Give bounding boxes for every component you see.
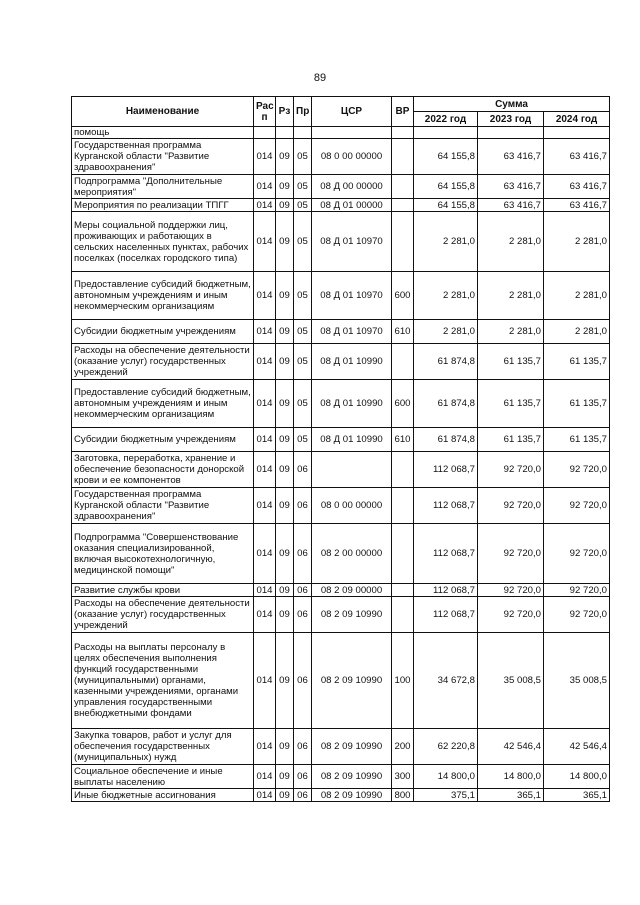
cell-csr: 08 0 00 00000 <box>312 488 392 524</box>
cell-name: Подпрограмма "Дополнительные мероприятия" <box>72 175 254 199</box>
cell-2023: 35 008,5 <box>478 633 544 729</box>
header-rz: Рз <box>276 97 294 127</box>
cell-vr: 600 <box>392 272 414 320</box>
cell-2024: 63 416,7 <box>544 199 610 212</box>
cell-2023: 2 281,0 <box>478 212 544 272</box>
header-name: Наименование <box>72 97 254 127</box>
cell-2023: 63 416,7 <box>478 175 544 199</box>
cell-name: помощь <box>72 127 254 139</box>
cell-name: Предоставление субсидий бюджетным, автономным учреждениям и иным некоммерческим организациям <box>72 272 254 320</box>
cell-2024: 42 546,4 <box>544 729 610 765</box>
cell-csr: 08 Д 01 10990 <box>312 380 392 428</box>
cell-2024: 92 720,0 <box>544 584 610 597</box>
cell-pr: 05 <box>294 344 312 380</box>
cell-2023: 2 281,0 <box>478 272 544 320</box>
cell-vr <box>392 524 414 584</box>
cell-rz: 09 <box>276 380 294 428</box>
cell-pr: 06 <box>294 584 312 597</box>
table-row <box>72 272 610 320</box>
cell-csr: 08 Д 01 10990 <box>312 344 392 380</box>
cell-vr: 200 <box>392 729 414 765</box>
cell-name: Субсидии бюджетным учреждениям <box>72 320 254 344</box>
cell-2022: 14 800,0 <box>414 765 478 789</box>
cell-pr: 05 <box>294 212 312 272</box>
cell-pr: 06 <box>294 729 312 765</box>
cell-2023: 42 546,4 <box>478 729 544 765</box>
cell-vr <box>392 212 414 272</box>
header-rasp: Рас п <box>254 97 276 127</box>
cell-csr: 08 2 09 10990 <box>312 765 392 789</box>
cell-name: Меры социальной поддержки лиц, проживающих и работающих в сельских населенных пунктах, рабочих поселках (поселках городского типа) <box>72 212 254 272</box>
cell-2022: 112 068,7 <box>414 524 478 584</box>
cell-2023: 92 720,0 <box>478 584 544 597</box>
cell-2023: 63 416,7 <box>478 199 544 212</box>
cell-2022 <box>414 127 478 139</box>
cell-vr <box>392 175 414 199</box>
cell-name: Государственная программа Курганской области "Развитие здравоохранения" <box>72 139 254 175</box>
cell-rz: 09 <box>276 633 294 729</box>
cell-pr: 05 <box>294 380 312 428</box>
cell-rasp: 014 <box>254 597 276 633</box>
cell-rasp: 014 <box>254 344 276 380</box>
table-row <box>72 584 610 597</box>
table-row <box>72 729 610 765</box>
cell-pr: 06 <box>294 765 312 789</box>
header-vr: ВР <box>392 97 414 127</box>
budget-table <box>71 96 610 802</box>
cell-csr: 08 Д 00 00000 <box>312 175 392 199</box>
cell-2023: 365,1 <box>478 789 544 802</box>
cell-pr: 05 <box>294 199 312 212</box>
cell-rasp: 014 <box>254 380 276 428</box>
cell-2022: 61 874,8 <box>414 428 478 452</box>
cell-vr: 800 <box>392 789 414 802</box>
table-row <box>72 320 610 344</box>
cell-rasp <box>254 127 276 139</box>
cell-vr <box>392 139 414 175</box>
cell-2024: 63 416,7 <box>544 175 610 199</box>
cell-rasp: 014 <box>254 428 276 452</box>
cell-csr: 08 2 09 10990 <box>312 633 392 729</box>
cell-2022: 64 155,8 <box>414 175 478 199</box>
cell-vr: 300 <box>392 765 414 789</box>
cell-rasp: 014 <box>254 488 276 524</box>
cell-csr: 08 2 00 00000 <box>312 524 392 584</box>
cell-rz: 09 <box>276 272 294 320</box>
cell-2022: 64 155,8 <box>414 199 478 212</box>
cell-rz: 09 <box>276 789 294 802</box>
cell-rz: 09 <box>276 765 294 789</box>
cell-2022: 61 874,8 <box>414 344 478 380</box>
cell-pr: 05 <box>294 428 312 452</box>
cell-2022: 112 068,7 <box>414 488 478 524</box>
cell-vr <box>392 344 414 380</box>
cell-vr: 610 <box>392 428 414 452</box>
cell-2024: 14 800,0 <box>544 765 610 789</box>
cell-pr: 06 <box>294 789 312 802</box>
cell-csr: 08 Д 01 10970 <box>312 212 392 272</box>
cell-name: Субсидии бюджетным учреждениям <box>72 428 254 452</box>
cell-pr: 05 <box>294 272 312 320</box>
cell-rz: 09 <box>276 452 294 488</box>
cell-pr: 06 <box>294 597 312 633</box>
header-sum: Сумма <box>414 97 610 112</box>
cell-2024: 2 281,0 <box>544 272 610 320</box>
table-row <box>72 488 610 524</box>
cell-vr: 610 <box>392 320 414 344</box>
cell-pr: 06 <box>294 524 312 584</box>
cell-rz: 09 <box>276 428 294 452</box>
header-2023: 2023 год <box>478 112 544 127</box>
cell-csr: 08 0 00 00000 <box>312 139 392 175</box>
cell-csr: 08 Д 01 00000 <box>312 199 392 212</box>
cell-2024: 35 008,5 <box>544 633 610 729</box>
cell-rasp: 014 <box>254 633 276 729</box>
cell-rasp: 014 <box>254 175 276 199</box>
cell-csr <box>312 127 392 139</box>
cell-rz: 09 <box>276 729 294 765</box>
cell-2023: 14 800,0 <box>478 765 544 789</box>
cell-name: Закупка товаров, работ и услуг для обеспечения государственных (муниципальных) нужд <box>72 729 254 765</box>
cell-2023: 92 720,0 <box>478 597 544 633</box>
cell-rasp: 014 <box>254 272 276 320</box>
cell-2022: 64 155,8 <box>414 139 478 175</box>
cell-2024: 61 135,7 <box>544 380 610 428</box>
cell-name: Мероприятия по реализации ТПГГ <box>72 199 254 212</box>
cell-rz: 09 <box>276 212 294 272</box>
cell-pr: 06 <box>294 633 312 729</box>
table-row <box>72 633 610 729</box>
cell-2023: 92 720,0 <box>478 452 544 488</box>
cell-rz <box>276 127 294 139</box>
cell-rasp: 014 <box>254 199 276 212</box>
cell-vr <box>392 127 414 139</box>
cell-2024: 92 720,0 <box>544 524 610 584</box>
cell-2024: 2 281,0 <box>544 320 610 344</box>
cell-rz: 09 <box>276 584 294 597</box>
cell-2023: 92 720,0 <box>478 524 544 584</box>
table-row <box>72 199 610 212</box>
table-row <box>72 524 610 584</box>
cell-vr <box>392 584 414 597</box>
cell-rasp: 014 <box>254 789 276 802</box>
header-csr: ЦСР <box>312 97 392 127</box>
table-row <box>72 765 610 789</box>
cell-name: Расходы на выплаты персоналу в целях обеспечения выполнения функций государственными (муниципальными) органами, казенными учреждениями, органами управления государственными внебюджетными фондами <box>72 633 254 729</box>
cell-rasp: 014 <box>254 212 276 272</box>
cell-rz: 09 <box>276 524 294 584</box>
cell-2024: 365,1 <box>544 789 610 802</box>
cell-rz: 09 <box>276 199 294 212</box>
cell-csr: 08 2 09 10990 <box>312 597 392 633</box>
table-row <box>72 452 610 488</box>
table-row <box>72 428 610 452</box>
cell-name: Расходы на обеспечение деятельности (оказание услуг) государственных учреждений <box>72 597 254 633</box>
cell-csr: 08 2 09 10990 <box>312 789 392 802</box>
table-row <box>72 789 610 802</box>
cell-vr <box>392 452 414 488</box>
cell-2024: 92 720,0 <box>544 452 610 488</box>
cell-2022: 2 281,0 <box>414 320 478 344</box>
cell-rasp: 014 <box>254 765 276 789</box>
cell-2023: 61 135,7 <box>478 344 544 380</box>
cell-name: Предоставление субсидий бюджетным, автономным учреждениям и иным некоммерческим организациям <box>72 380 254 428</box>
cell-2023: 61 135,7 <box>478 428 544 452</box>
cell-2022: 112 068,7 <box>414 452 478 488</box>
cell-pr: 05 <box>294 320 312 344</box>
cell-vr <box>392 597 414 633</box>
cell-name: Заготовка, переработка, хранение и обеспечение безопасности донорской крови и ее компонентов <box>72 452 254 488</box>
cell-rz: 09 <box>276 175 294 199</box>
cell-2023: 61 135,7 <box>478 380 544 428</box>
cell-name: Государственная программа Курганской области "Развитие здравоохранения" <box>72 488 254 524</box>
cell-2022: 375,1 <box>414 789 478 802</box>
table-row <box>72 380 610 428</box>
cell-pr: 06 <box>294 488 312 524</box>
cell-pr: 06 <box>294 452 312 488</box>
cell-rz: 09 <box>276 139 294 175</box>
cell-2022: 112 068,7 <box>414 597 478 633</box>
cell-2024: 61 135,7 <box>544 428 610 452</box>
cell-pr <box>294 127 312 139</box>
table-row <box>72 175 610 199</box>
cell-rasp: 014 <box>254 320 276 344</box>
cell-2024: 63 416,7 <box>544 139 610 175</box>
cell-rz: 09 <box>276 488 294 524</box>
table-row <box>72 597 610 633</box>
cell-2023: 63 416,7 <box>478 139 544 175</box>
cell-2022: 62 220,8 <box>414 729 478 765</box>
cell-rz: 09 <box>276 320 294 344</box>
cell-rasp: 014 <box>254 139 276 175</box>
page-number: 89 <box>313 72 327 84</box>
cell-rasp: 014 <box>254 584 276 597</box>
cell-csr: 08 Д 01 10970 <box>312 320 392 344</box>
table-row <box>72 344 610 380</box>
cell-2022: 112 068,7 <box>414 584 478 597</box>
cell-csr: 08 2 09 00000 <box>312 584 392 597</box>
cell-2023: 2 281,0 <box>478 320 544 344</box>
cell-csr: 08 Д 01 10970 <box>312 272 392 320</box>
cell-name: Социальное обеспечение и иные выплаты населению <box>72 765 254 789</box>
cell-2023: 92 720,0 <box>478 488 544 524</box>
cell-2024: 2 281,0 <box>544 212 610 272</box>
cell-2024: 92 720,0 <box>544 597 610 633</box>
cell-vr <box>392 488 414 524</box>
cell-rz: 09 <box>276 597 294 633</box>
cell-rasp: 014 <box>254 729 276 765</box>
cell-name: Иные бюджетные ассигнования <box>72 789 254 802</box>
cell-2022: 34 672,8 <box>414 633 478 729</box>
cell-2024 <box>544 127 610 139</box>
cell-rasp: 014 <box>254 524 276 584</box>
header-pr: Пр <box>294 97 312 127</box>
cell-csr <box>312 452 392 488</box>
cell-pr: 05 <box>294 139 312 175</box>
cell-vr: 100 <box>392 633 414 729</box>
cell-csr: 08 Д 01 10990 <box>312 428 392 452</box>
header-2022: 2022 год <box>414 112 478 127</box>
cell-rz: 09 <box>276 344 294 380</box>
cell-csr: 08 2 09 10990 <box>312 729 392 765</box>
cell-2023 <box>478 127 544 139</box>
table-row <box>72 127 610 139</box>
cell-name: Развитие службы крови <box>72 584 254 597</box>
cell-2022: 2 281,0 <box>414 272 478 320</box>
table-row <box>72 212 610 272</box>
cell-name: Расходы на обеспечение деятельности (оказание услуг) государственных учреждений <box>72 344 254 380</box>
cell-2024: 61 135,7 <box>544 344 610 380</box>
budget-table-body <box>72 127 610 802</box>
table-row <box>72 139 610 175</box>
cell-2024: 92 720,0 <box>544 488 610 524</box>
cell-2022: 61 874,8 <box>414 380 478 428</box>
cell-vr <box>392 199 414 212</box>
cell-pr: 05 <box>294 175 312 199</box>
cell-name: Подпрограмма "Совершенствование оказания специализированной, включая высокотехнологичную, медицинской помощи" <box>72 524 254 584</box>
cell-2022: 2 281,0 <box>414 212 478 272</box>
header-2024: 2024 год <box>544 112 610 127</box>
cell-vr: 600 <box>392 380 414 428</box>
cell-rasp: 014 <box>254 452 276 488</box>
